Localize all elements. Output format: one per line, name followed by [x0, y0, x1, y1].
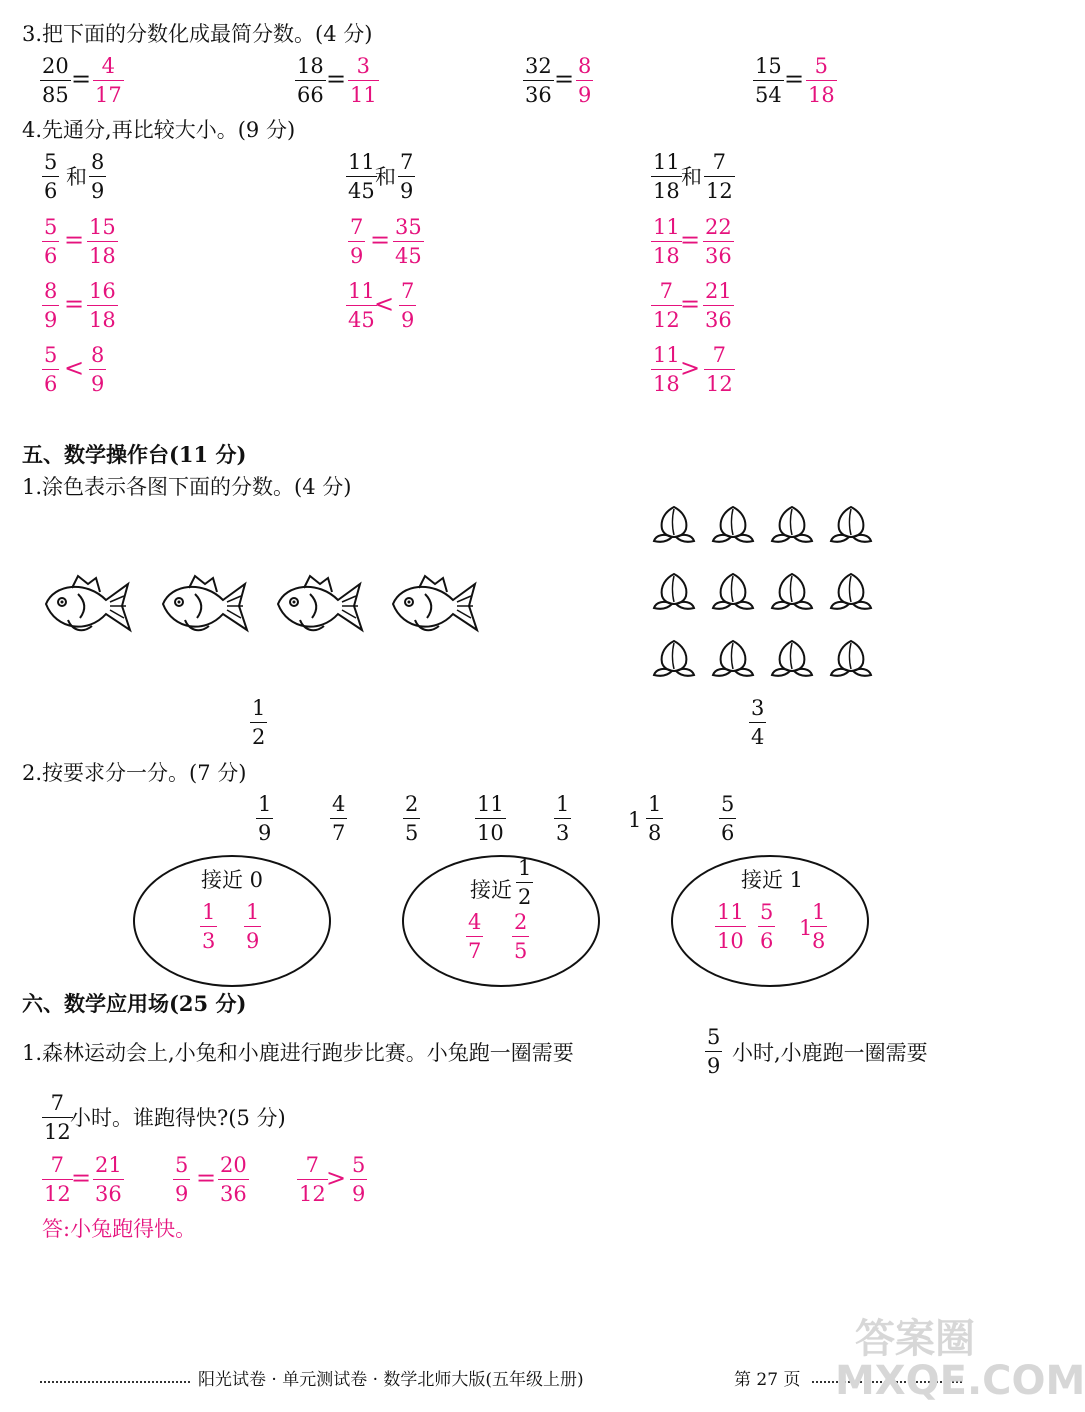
q3-item1-fraction: 20 85	[42, 54, 69, 107]
list-fraction: 2 5	[405, 792, 419, 845]
group-oval-near-half	[402, 855, 600, 987]
equals-sign: =	[196, 1164, 217, 1192]
sec6-work-2b: 20 36	[220, 1153, 247, 1206]
q4-col2-frac-a: 11 45	[348, 150, 375, 203]
q4-col2-frac-b: 7 9	[400, 150, 414, 203]
equals-sign: =	[784, 65, 805, 93]
q3-item1-answer: 4 17	[95, 54, 122, 107]
footer-divider-left	[40, 1381, 190, 1383]
list-fraction: 11 10	[477, 792, 504, 845]
peach-icon	[652, 637, 696, 681]
q3-item4-answer: 5 18	[808, 54, 835, 107]
q4-col1-line1-a: 5 6	[44, 215, 58, 268]
compare-sign: <	[64, 354, 85, 382]
q4-col1-cmp-b: 8 9	[91, 343, 105, 396]
peach-fraction: 3 4	[751, 696, 765, 749]
group-label-near-one: 接近 1	[741, 868, 804, 892]
sec6-work-3a: 7 12	[299, 1153, 326, 1206]
sec6-answer: 答:小兔跑得快。	[42, 1217, 197, 1241]
group-one-mixed-fraction: 1 8	[812, 900, 826, 953]
group-label-near-half: 接近	[470, 878, 512, 902]
fish-fraction: 1 2	[252, 696, 266, 749]
peach-icon	[770, 503, 814, 547]
q3-item3-fraction: 32 36	[525, 54, 552, 107]
peach-icon	[652, 503, 696, 547]
q3-item4-fraction: 15 54	[755, 54, 782, 107]
equals-sign: =	[680, 226, 701, 254]
and-word: 和	[375, 165, 396, 189]
q4-col3-cmp-b: 7 12	[706, 343, 733, 396]
equals-sign: =	[554, 65, 575, 93]
equals-sign: =	[680, 290, 701, 318]
equals-sign: =	[370, 226, 391, 254]
section6-title: 六、数学应用场(25 分)	[22, 991, 247, 1016]
equals-sign: =	[64, 226, 85, 254]
equals-sign: =	[326, 65, 347, 93]
group-half-item: 2 5	[514, 910, 528, 963]
q4-col1-line2-b: 16 18	[89, 279, 116, 332]
sec6-work-3b: 5 9	[352, 1153, 366, 1206]
peach-icon	[770, 637, 814, 681]
list-fraction: 5 6	[721, 792, 735, 845]
q3-title: 3.把下面的分数化成最简分数。(4 分)	[22, 22, 373, 46]
peach-icon	[711, 637, 755, 681]
q4-title: 4.先通分,再比较大小。(9 分)	[22, 118, 296, 142]
q4-col1-frac-b: 8 9	[91, 150, 105, 203]
group-one-item: 5 6	[760, 900, 774, 953]
q4-col2-line1-a: 7 9	[350, 215, 364, 268]
peach-icon	[711, 503, 755, 547]
q3-item2-fraction: 18 66	[297, 54, 324, 107]
sec6-q1-text-b: 小时,小鹿跑一圈需要	[732, 1041, 928, 1065]
fish-icon	[159, 574, 253, 638]
peach-icon	[652, 570, 696, 614]
sec6-q1-text-c: 小时。谁跑得快?(5 分)	[70, 1106, 286, 1130]
q4-col3-line2-b: 21 36	[705, 279, 732, 332]
group-zero-item: 1 3	[202, 900, 216, 953]
group-one-item: 11 10	[717, 900, 744, 953]
fish-icon	[42, 574, 136, 638]
page-number: 第 27 页	[734, 1370, 801, 1390]
sec5-q1-title: 1.涂色表示各图下面的分数。(4 分)	[22, 475, 352, 499]
q4-col2-cmp-a: 11 45	[348, 279, 375, 332]
q4-col3-frac-b: 7 12	[706, 150, 733, 203]
and-word: 和	[66, 165, 87, 189]
fish-icon	[389, 574, 483, 638]
q4-col2-cmp-b: 7 9	[401, 279, 415, 332]
equals-sign: =	[71, 1164, 92, 1192]
sec6-work-2a: 5 9	[175, 1153, 189, 1206]
list-fraction: 1 3	[556, 792, 570, 845]
group-zero-item: 1 9	[246, 900, 260, 953]
q4-col1-line2-a: 8 9	[44, 279, 58, 332]
q4-col1-frac-a: 5 6	[44, 150, 58, 203]
equals-sign: =	[64, 290, 85, 318]
q4-col2-line1-b: 35 45	[395, 215, 422, 268]
sec6-q1-fraction-a: 5 9	[707, 1025, 721, 1078]
compare-sign: >	[326, 1164, 347, 1192]
peach-icon	[829, 637, 873, 681]
list-fraction: 1 8	[648, 792, 662, 845]
compare-sign: >	[680, 354, 701, 382]
q4-col1-cmp-a: 5 6	[44, 343, 58, 396]
and-word: 和	[681, 165, 702, 189]
section5-title: 五、数学操作台(11 分)	[22, 442, 247, 467]
q3-item2-answer: 3 11	[350, 54, 377, 107]
watermark-logo: 答案圈 MXQE.COM	[835, 1316, 1085, 1404]
peach-icon	[829, 503, 873, 547]
sec6-q1-fraction-b: 7 12	[44, 1091, 71, 1144]
fish-icon	[274, 574, 368, 638]
q4-col3-line2-a: 7 12	[653, 279, 680, 332]
list-fraction: 4 7	[332, 792, 346, 845]
peach-icon	[711, 570, 755, 614]
sec5-q2-title: 2.按要求分一分。(7 分)	[22, 761, 247, 785]
sec6-work-1a: 7 12	[44, 1153, 71, 1206]
group-label-near-zero: 接近 0	[201, 868, 264, 892]
q4-col3-line1-a: 11 18	[653, 215, 680, 268]
peach-grid	[652, 503, 882, 693]
group-half-item: 4 7	[468, 910, 482, 963]
q4-col1-line1-b: 15 18	[89, 215, 116, 268]
q4-col3-line1-b: 22 36	[705, 215, 732, 268]
peach-icon	[829, 570, 873, 614]
q4-col3-cmp-a: 11 18	[653, 343, 680, 396]
footer-title: 阳光试卷 · 单元测试卷 · 数学北师大版(五年级上册)	[198, 1370, 584, 1390]
equals-sign: =	[71, 65, 92, 93]
compare-sign: <	[374, 290, 395, 318]
sec6-q1-text-a: 1.森林运动会上,小兔和小鹿进行跑步比赛。小兔跑一圈需要	[22, 1041, 574, 1065]
peach-icon	[770, 570, 814, 614]
list-fraction: 1 9	[258, 792, 272, 845]
sec6-work-1b: 21 36	[95, 1153, 122, 1206]
group-one-mixed-whole: 1	[799, 916, 813, 940]
q3-item3-answer: 8 9	[578, 54, 592, 107]
group-label-half-fraction: 1 2	[518, 856, 532, 909]
q4-col3-frac-a: 11 18	[653, 150, 680, 203]
mixed-number-whole: 1	[628, 808, 642, 832]
